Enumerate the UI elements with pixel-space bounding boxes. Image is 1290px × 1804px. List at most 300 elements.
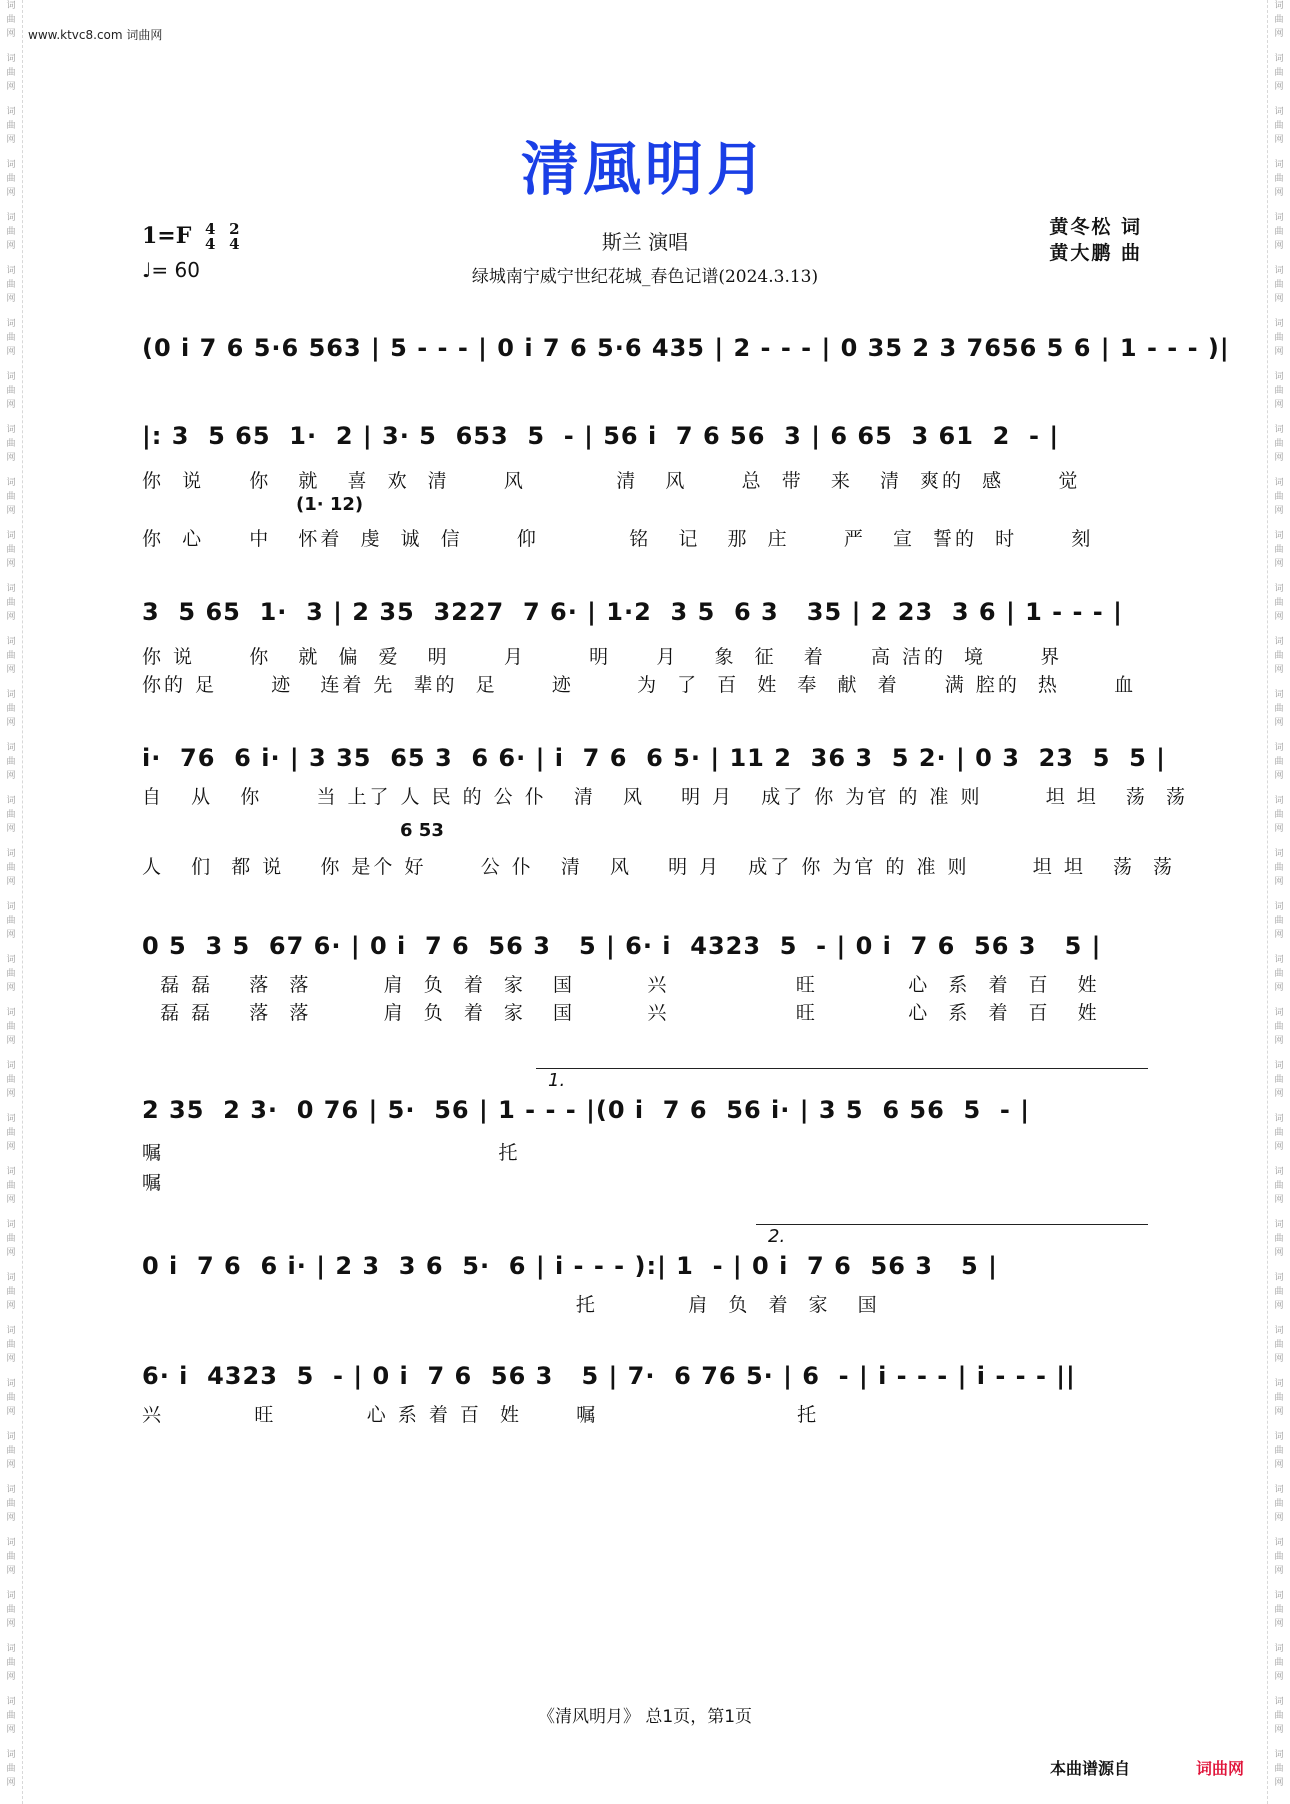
watermark-glyph: 曲 — [1274, 545, 1284, 555]
watermark-gap — [0, 1155, 22, 1165]
watermark-gap — [0, 1473, 22, 1483]
watermark-glyph: 曲 — [6, 1605, 16, 1615]
watermark-gap — [1268, 1049, 1290, 1059]
watermark-gap — [1268, 1208, 1290, 1218]
watermark-glyph: 网 — [6, 612, 16, 622]
watermark-gap — [1268, 360, 1290, 370]
watermark-glyph: 词 — [1274, 1644, 1284, 1654]
tempo-mark: ♩= 60 — [142, 258, 200, 282]
watermark-glyph: 词 — [6, 319, 16, 329]
watermark-gap — [0, 1685, 22, 1695]
watermark-glyph: 网 — [6, 1248, 16, 1258]
watermark-glyph: 曲 — [1274, 68, 1284, 78]
watermark-glyph: 网 — [6, 506, 16, 516]
watermark-glyph: 网 — [6, 400, 16, 410]
watermark-glyph: 曲 — [1274, 492, 1284, 502]
watermark-glyph: 网 — [1274, 1460, 1284, 1470]
watermark-glyph: 网 — [1274, 877, 1284, 887]
watermark-gap — [1268, 1102, 1290, 1112]
watermark-glyph: 词 — [6, 213, 16, 223]
lyric-row-2-verse-2: 你的 足 迹 连着 先 辈的 足 迹 为 了 百 姓 奉 献 着 满 腔的 热 血 — [142, 674, 1137, 696]
watermark-glyph: 曲 — [6, 1340, 16, 1350]
watermark-gap — [0, 784, 22, 794]
watermark-gap — [0, 360, 22, 370]
watermark-glyph: 网 — [1274, 1248, 1284, 1258]
watermark-glyph: 词 — [1274, 1326, 1284, 1336]
watermark-gap — [0, 1632, 22, 1642]
site-url[interactable]: www.ktvc8.com 词曲网 — [28, 28, 163, 42]
volta-1-label: 1. — [548, 1070, 566, 1091]
watermark-glyph: 网 — [6, 1778, 16, 1788]
watermark-gap — [0, 1791, 22, 1801]
source-brand-link[interactable]: 词曲网 — [1196, 1759, 1245, 1778]
watermark-glyph: 词 — [6, 1750, 16, 1760]
watermark-glyph: 曲 — [1274, 1552, 1284, 1562]
watermark-glyph: 网 — [1274, 771, 1284, 781]
watermark-glyph: 曲 — [6, 1393, 16, 1403]
watermark-gap — [0, 1102, 22, 1112]
watermark-glyph: 曲 — [1274, 1711, 1284, 1721]
source-label: 本曲谱源自 — [1050, 1759, 1131, 1778]
watermark-glyph: 网 — [6, 930, 16, 940]
watermark-glyph: 词 — [6, 1379, 16, 1389]
watermark-glyph: 词 — [6, 1167, 16, 1177]
watermark-glyph: 曲 — [6, 1499, 16, 1509]
watermark-glyph: 词 — [6, 690, 16, 700]
watermark-glyph: 网 — [6, 1513, 16, 1523]
watermark-gap — [0, 943, 22, 953]
watermark-glyph: 词 — [6, 1061, 16, 1071]
watermark-gap — [1268, 890, 1290, 900]
watermark-glyph: 词 — [1274, 637, 1284, 647]
score-row-1: |: 3 5 65 1· 2 | 3· 5 653 5 - | 56 i 7 6 56 3 | 6 65 3 61 2 - | — [142, 422, 1060, 450]
watermark-gap — [0, 890, 22, 900]
watermark-glyph: 词 — [6, 1591, 16, 1601]
watermark-glyph: 曲 — [6, 863, 16, 873]
watermark-glyph: 曲 — [6, 598, 16, 608]
watermark-glyph: 网 — [1274, 612, 1284, 622]
watermark-glyph: 网 — [1274, 506, 1284, 516]
watermark-glyph: 网 — [6, 665, 16, 675]
watermark-glyph: 网 — [1274, 559, 1284, 569]
lyric-row-1-verse-2: 你 心 中 怀着 虔 诚 信 仰 铭 记 那 庄 严 宣 誓的 时 刻 — [142, 528, 1094, 550]
watermark-glyph: 网 — [6, 347, 16, 357]
watermark-glyph: 词 — [1274, 849, 1284, 859]
watermark-gap — [1268, 1791, 1290, 1801]
watermark-glyph: 曲 — [1274, 227, 1284, 237]
watermark-gap — [0, 996, 22, 1006]
watermark-glyph: 网 — [6, 1725, 16, 1735]
watermark-glyph: 词 — [6, 1644, 16, 1654]
watermark-glyph: 曲 — [6, 651, 16, 661]
watermark-gap — [0, 1579, 22, 1589]
watermark-glyph: 曲 — [6, 1711, 16, 1721]
watermark-glyph: 曲 — [6, 439, 16, 449]
watermark-glyph: 曲 — [6, 15, 16, 25]
watermark-gap — [1268, 784, 1290, 794]
watermark-gap — [0, 1314, 22, 1324]
watermark-gap — [1268, 1738, 1290, 1748]
watermark-glyph: 曲 — [6, 757, 16, 767]
watermark-glyph: 词 — [6, 372, 16, 382]
watermark-glyph: 网 — [6, 983, 16, 993]
lyric-row-7-verse-1: 兴 旺 心 系 着 百 姓 嘱 托 — [142, 1404, 820, 1426]
watermark-gap — [1268, 1367, 1290, 1377]
watermark-glyph: 词 — [6, 160, 16, 170]
watermark-glyph: 网 — [1274, 1195, 1284, 1205]
watermark-gap — [1268, 1579, 1290, 1589]
watermark-gap — [0, 572, 22, 582]
lyric-row-4-verse-2: 磊 磊 落 落 肩 负 着 家 国 兴 旺 心 系 着 百 姓 — [142, 1002, 1100, 1024]
watermark-gap — [1268, 42, 1290, 52]
watermark-glyph: 网 — [1274, 1672, 1284, 1682]
watermark-glyph: 曲 — [1274, 386, 1284, 396]
watermark-glyph: 网 — [6, 877, 16, 887]
volta-bracket-2 — [756, 1224, 1148, 1225]
watermark-glyph: 词 — [1274, 1591, 1284, 1601]
watermark-glyph: 曲 — [6, 386, 16, 396]
watermark-gap — [0, 466, 22, 476]
watermark-glyph: 词 — [1274, 478, 1284, 488]
watermark-glyph: 网 — [1274, 1566, 1284, 1576]
watermark-glyph: 词 — [1274, 531, 1284, 541]
watermark-glyph: 网 — [1274, 82, 1284, 92]
lyric-row-2-verse-1: 你 说 你 就 偏 爱 明 月 明 月 象 征 着 高 洁的 境 界 — [142, 646, 1063, 668]
watermark-gap — [0, 731, 22, 741]
watermark-glyph: 曲 — [6, 1128, 16, 1138]
watermark-glyph: 网 — [6, 718, 16, 728]
watermark-gap — [0, 1420, 22, 1430]
watermark-gap — [0, 678, 22, 688]
watermark-gap — [0, 1261, 22, 1271]
watermark-glyph: 网 — [1274, 1354, 1284, 1364]
watermark-glyph: 词 — [1274, 1061, 1284, 1071]
watermark-glyph: 词 — [1274, 1379, 1284, 1389]
watermark-glyph: 网 — [1274, 1301, 1284, 1311]
watermark-glyph: 曲 — [1274, 439, 1284, 449]
watermark-glyph: 曲 — [1274, 1499, 1284, 1509]
watermark-gap — [0, 519, 22, 529]
key-label: 1=F — [142, 223, 192, 249]
watermark-gap — [1268, 1261, 1290, 1271]
watermark-glyph: 词 — [6, 1697, 16, 1707]
watermark-glyph: 词 — [1274, 1167, 1284, 1177]
watermark-glyph: 网 — [1274, 294, 1284, 304]
page-footer: 《清风明月》 总1页，第1页 — [537, 1707, 753, 1727]
watermark-gap — [0, 307, 22, 317]
watermark-glyph: 曲 — [1274, 333, 1284, 343]
watermark-glyph: 词 — [6, 1114, 16, 1124]
watermark-gap — [0, 625, 22, 635]
watermark-gap — [1268, 572, 1290, 582]
watermark-glyph: 曲 — [6, 1181, 16, 1191]
watermark-glyph: 曲 — [1274, 598, 1284, 608]
watermark-glyph: 网 — [6, 1566, 16, 1576]
watermark-glyph: 词 — [6, 902, 16, 912]
volta-2-label: 2. — [768, 1226, 786, 1247]
watermark-gap — [0, 413, 22, 423]
watermark-glyph: 词 — [6, 1326, 16, 1336]
watermark-gap — [0, 42, 22, 52]
watermark-glyph: 网 — [1274, 400, 1284, 410]
watermark-glyph: 网 — [1274, 930, 1284, 940]
watermark-glyph: 词 — [6, 478, 16, 488]
watermark-glyph: 词 — [1274, 743, 1284, 753]
watermark-glyph: 曲 — [1274, 1446, 1284, 1456]
watermark-glyph: 曲 — [6, 121, 16, 131]
watermark-glyph: 曲 — [1274, 1340, 1284, 1350]
watermark-glyph: 网 — [6, 1089, 16, 1099]
watermark-glyph: 曲 — [1274, 1234, 1284, 1244]
alternate-notes-1: (1· 12) — [296, 494, 364, 515]
watermark-glyph: 网 — [1274, 1142, 1284, 1152]
watermark-gap — [1268, 1473, 1290, 1483]
watermark-glyph: 曲 — [1274, 969, 1284, 979]
composer-credit: 黄大鹏 曲 — [1049, 242, 1142, 264]
watermark-glyph: 网 — [1274, 1513, 1284, 1523]
watermark-glyph: 曲 — [1274, 863, 1284, 873]
watermark-glyph: 词 — [1274, 1, 1284, 11]
watermark-gap — [1268, 1526, 1290, 1536]
watermark-glyph: 词 — [1274, 796, 1284, 806]
watermark-glyph: 曲 — [1274, 1128, 1284, 1138]
watermark-glyph: 网 — [6, 1619, 16, 1629]
watermark-glyph: 网 — [6, 1301, 16, 1311]
watermark-gap — [0, 1208, 22, 1218]
watermark-gap — [1268, 95, 1290, 105]
watermark-glyph: 曲 — [1274, 1022, 1284, 1032]
watermark-glyph: 网 — [1274, 1036, 1284, 1046]
watermark-glyph: 曲 — [1274, 916, 1284, 926]
watermark-glyph: 网 — [1274, 983, 1284, 993]
watermark-glyph: 曲 — [6, 68, 16, 78]
lyric-row-3-verse-2: 人 们 都 说 你 是个 好 公 仆 清 风 明 月 成了 你 为官 的 准 则 坦 坦 荡 荡 — [142, 856, 1176, 878]
watermark-glyph: 曲 — [6, 1022, 16, 1032]
watermark-glyph: 网 — [6, 29, 16, 39]
watermark-glyph: 网 — [6, 241, 16, 251]
watermark-glyph: 曲 — [1274, 174, 1284, 184]
watermark-glyph: 曲 — [6, 916, 16, 926]
watermark-glyph: 词 — [6, 849, 16, 859]
watermark-glyph: 词 — [1274, 1008, 1284, 1018]
watermark-glyph: 词 — [1274, 160, 1284, 170]
lyric-row-5-verse-2: 嘱 — [142, 1172, 165, 1194]
watermark-gap — [0, 837, 22, 847]
watermark-glyph: 曲 — [1274, 1764, 1284, 1774]
watermark-glyph: 词 — [1274, 1538, 1284, 1548]
watermark-glyph: 曲 — [6, 969, 16, 979]
watermark-glyph: 词 — [6, 743, 16, 753]
watermark-glyph: 词 — [6, 54, 16, 64]
watermark-glyph: 词 — [1274, 1485, 1284, 1495]
watermark-glyph: 词 — [6, 637, 16, 647]
watermark-glyph: 词 — [1274, 213, 1284, 223]
watermark-gap — [1268, 466, 1290, 476]
watermark-glyph: 网 — [6, 294, 16, 304]
watermark-glyph: 词 — [6, 1, 16, 11]
watermark-glyph: 曲 — [6, 1287, 16, 1297]
watermark-glyph: 曲 — [6, 810, 16, 820]
lyric-row-3-verse-1: 自 从 你 当 上了 人 民 的 公 仆 清 风 明 月 成了 你 为官 的 准 则 坦 坦 荡 荡 — [142, 786, 1188, 808]
watermark-glyph: 曲 — [1274, 1075, 1284, 1085]
watermark-glyph: 曲 — [6, 492, 16, 502]
watermark-gap — [1268, 1632, 1290, 1642]
watermark-gap — [0, 1526, 22, 1536]
watermark-glyph: 曲 — [6, 1658, 16, 1668]
watermark-gap — [0, 1049, 22, 1059]
watermark-glyph: 曲 — [6, 333, 16, 343]
watermark-glyph: 网 — [1274, 241, 1284, 251]
score-row-2: 3 5 65 1· 3 | 2 35 3227 7 6· | 1·2 3 5 6 3 35 | 2 23 3 6 | 1 - - - | — [142, 598, 1123, 626]
singer-credit: 斯兰 演唱 — [601, 230, 689, 254]
watermark-glyph: 词 — [6, 1432, 16, 1442]
score-row-6: 0 i 7 6 6 i· | 2 3 3 6 5· 6 | i - - - ):| 1 - | 0 i 7 6 56 3 5 | — [142, 1252, 998, 1280]
watermark-glyph: 网 — [6, 1036, 16, 1046]
watermark-gap — [1268, 678, 1290, 688]
watermark-glyph: 网 — [1274, 29, 1284, 39]
watermark-glyph: 网 — [1274, 1725, 1284, 1735]
watermark-glyph: 曲 — [6, 174, 16, 184]
watermark-glyph: 网 — [6, 1407, 16, 1417]
time-signature-2: 2 4 — [229, 220, 240, 253]
watermark-glyph: 曲 — [1274, 280, 1284, 290]
watermark-glyph: 词 — [1274, 902, 1284, 912]
watermark-glyph: 网 — [1274, 453, 1284, 463]
watermark-glyph: 网 — [1274, 1407, 1284, 1417]
watermark-glyph: 词 — [1274, 319, 1284, 329]
watermark-gap — [1268, 996, 1290, 1006]
score-row-3: i· 76 6 i· | 3 35 65 3 6 6· | i 7 6 6 5· | 11 2 36 3 5 2· | 0 3 23 5 5 | — [142, 744, 1166, 772]
watermark-glyph: 网 — [6, 824, 16, 834]
watermark-glyph: 词 — [1274, 107, 1284, 117]
watermark-gap — [1268, 413, 1290, 423]
watermark-gap — [1268, 519, 1290, 529]
watermark-glyph: 网 — [6, 1142, 16, 1152]
recorder-credit: 绿城南宁威宁世纪花城_春色记谱(2024.3.13) — [471, 267, 819, 287]
watermark-gap — [1268, 1314, 1290, 1324]
watermark-glyph: 曲 — [6, 1075, 16, 1085]
watermark-gap — [1268, 1155, 1290, 1165]
watermark-glyph: 曲 — [6, 1446, 16, 1456]
watermark-glyph: 网 — [1274, 1089, 1284, 1099]
watermark-glyph: 曲 — [1274, 1287, 1284, 1297]
watermark-glyph: 曲 — [6, 1552, 16, 1562]
watermark-glyph: 词 — [6, 1220, 16, 1230]
watermark-glyph: 词 — [1274, 955, 1284, 965]
score-row-7: 6· i 4323 5 - | 0 i 7 6 56 3 5 | 7· 6 76 5· | 6 - | i - - - | i - - - || — [142, 1362, 1076, 1390]
watermark-glyph: 曲 — [1274, 757, 1284, 767]
watermark-glyph: 词 — [6, 955, 16, 965]
watermark-glyph: 曲 — [6, 1764, 16, 1774]
watermark-glyph: 词 — [1274, 1432, 1284, 1442]
watermark-gap — [1268, 1685, 1290, 1695]
watermark-glyph: 网 — [6, 1195, 16, 1205]
watermark-glyph: 词 — [6, 1273, 16, 1283]
watermark-gap — [1268, 307, 1290, 317]
watermark-glyph: 词 — [6, 796, 16, 806]
watermark-glyph: 网 — [1274, 665, 1284, 675]
watermark-glyph: 词 — [1274, 1220, 1284, 1230]
watermark-glyph: 网 — [6, 453, 16, 463]
watermark-glyph: 网 — [1274, 718, 1284, 728]
watermark-glyph: 词 — [1274, 425, 1284, 435]
watermark-glyph: 网 — [6, 559, 16, 569]
watermark-glyph: 词 — [1274, 1273, 1284, 1283]
lyric-row-5-verse-1: 嘱 托 — [142, 1142, 521, 1164]
watermark-gap — [0, 1367, 22, 1377]
watermark-glyph: 词 — [6, 584, 16, 594]
watermark-glyph: 网 — [6, 771, 16, 781]
watermark-gap — [1268, 943, 1290, 953]
lyricist-credit: 黄冬松 词 — [1049, 216, 1142, 238]
watermark-glyph: 网 — [1274, 135, 1284, 145]
watermark-glyph: 曲 — [6, 227, 16, 237]
score-row-intro: (0 i 7 6 5·6 563 | 5 - - - | 0 i 7 6 5·6 435 | 2 - - - | 0 35 2 3 7656 5 6 | 1 - - - )| — [142, 334, 1230, 362]
score-row-4: 0 5 3 5 67 6· | 0 i 7 6 56 3 5 | 6· i 4323 5 - | 0 i 7 6 56 3 5 | — [142, 932, 1102, 960]
watermark-glyph: 词 — [1274, 266, 1284, 276]
watermark-glyph: 曲 — [6, 280, 16, 290]
song-title: 清風明月 — [520, 135, 769, 203]
watermark-glyph: 曲 — [1274, 1181, 1284, 1191]
watermark-glyph: 词 — [6, 1485, 16, 1495]
watermark-glyph: 词 — [1274, 584, 1284, 594]
watermark-glyph: 曲 — [1274, 810, 1284, 820]
score-row-5: 2 35 2 3· 0 76 | 5· 56 | 1 - - - |(0 i 7 6 56 i· | 3 5 6 56 5 - | — [142, 1096, 1030, 1124]
watermark-gap — [0, 1738, 22, 1748]
watermark-glyph: 网 — [6, 1460, 16, 1470]
watermark-glyph: 曲 — [1274, 1658, 1284, 1668]
watermark-glyph: 网 — [1274, 824, 1284, 834]
watermark-glyph: 网 — [6, 188, 16, 198]
watermark-glyph: 网 — [1274, 347, 1284, 357]
watermark-glyph: 词 — [1274, 1750, 1284, 1760]
watermark-gap — [1268, 625, 1290, 635]
watermark-glyph: 曲 — [6, 1234, 16, 1244]
watermark-glyph: 词 — [6, 531, 16, 541]
watermark-glyph: 曲 — [1274, 1393, 1284, 1403]
watermark-glyph: 曲 — [1274, 704, 1284, 714]
watermark-glyph: 曲 — [6, 545, 16, 555]
lyric-row-1-verse-1: 你 说 你 就 喜 欢 清 风 清 风 总 带 来 清 爽的 感 觉 — [142, 470, 1081, 492]
alternate-notes-2: 6 53 — [400, 820, 444, 841]
watermark-glyph: 词 — [6, 266, 16, 276]
watermark-glyph: 网 — [1274, 188, 1284, 198]
watermark-glyph: 词 — [1274, 1114, 1284, 1124]
time-signature-1: 4 4 — [205, 220, 216, 253]
watermark-glyph: 网 — [6, 135, 16, 145]
watermark-glyph: 词 — [1274, 372, 1284, 382]
lyric-row-6-verse-1: 托 肩 负 着 家 国 — [142, 1294, 880, 1316]
watermark-glyph: 曲 — [1274, 121, 1284, 131]
lyric-row-4-verse-1: 磊 磊 落 落 肩 负 着 家 国 兴 旺 心 系 着 百 姓 — [142, 974, 1100, 996]
watermark-glyph: 曲 — [1274, 15, 1284, 25]
watermark-glyph: 词 — [1274, 1697, 1284, 1707]
watermark-gap — [0, 95, 22, 105]
watermark-glyph: 词 — [1274, 690, 1284, 700]
watermark-glyph: 曲 — [6, 704, 16, 714]
watermark-glyph: 网 — [1274, 1778, 1284, 1788]
watermark-glyph: 词 — [6, 107, 16, 117]
watermark-gap — [1268, 1420, 1290, 1430]
watermark-glyph: 词 — [6, 1538, 16, 1548]
watermark-glyph: 词 — [6, 1008, 16, 1018]
watermark-glyph: 网 — [1274, 1619, 1284, 1629]
watermark-glyph: 曲 — [1274, 651, 1284, 661]
watermark-glyph: 词 — [6, 425, 16, 435]
watermark-glyph: 网 — [6, 82, 16, 92]
watermark-gap — [1268, 731, 1290, 741]
watermark-glyph: 网 — [6, 1354, 16, 1364]
